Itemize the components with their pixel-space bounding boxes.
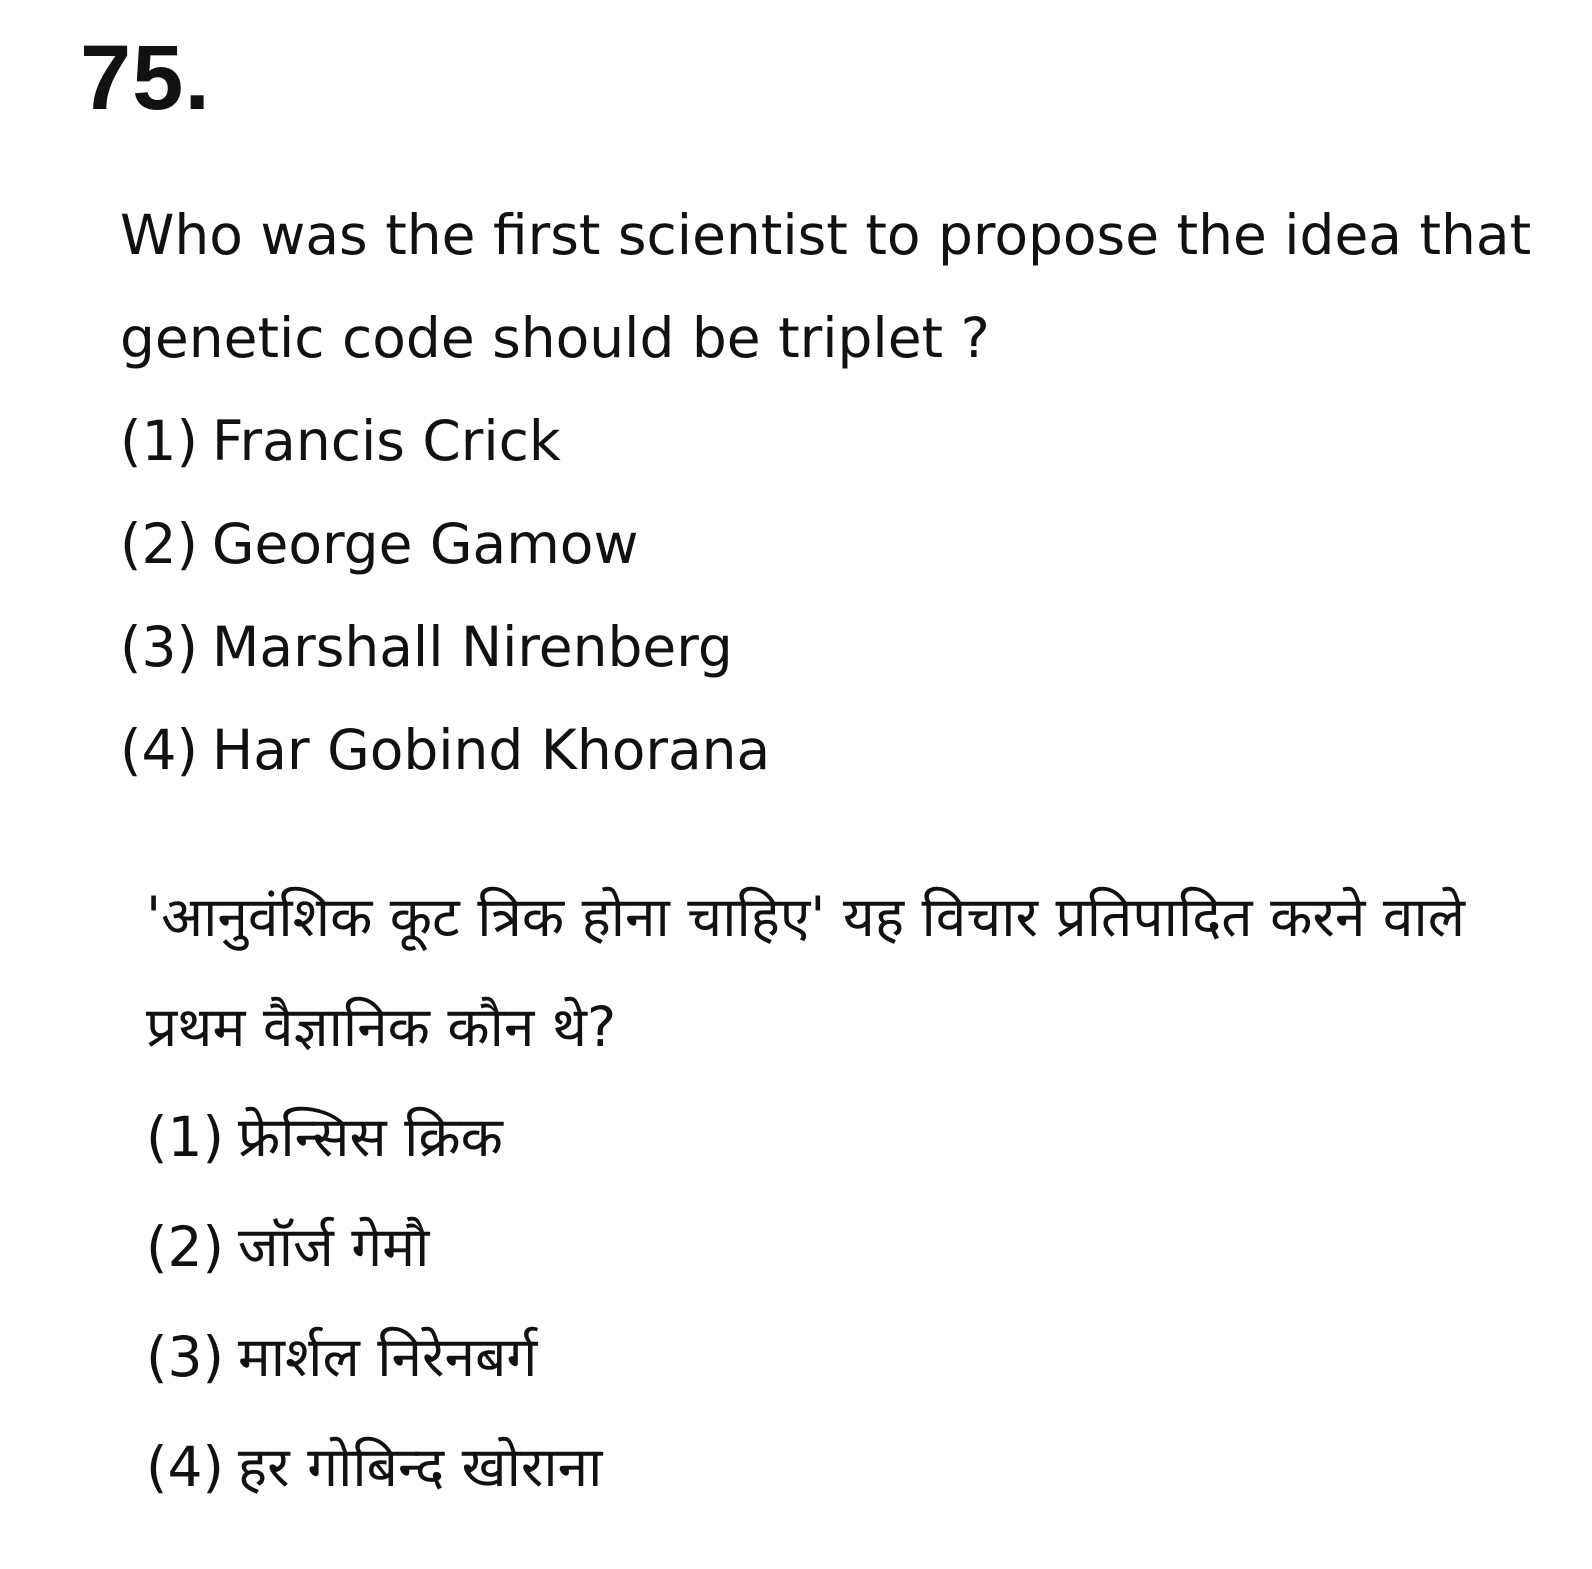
option-number: (1) [146,1105,224,1169]
option-number: (2) [146,1215,224,1279]
option-text: George Gamow [211,512,639,576]
hindi-option-2[interactable] [146,1192,1566,1302]
option-number: (4) [146,1435,224,1499]
option-text: जॉर्ज गेमौ [237,1215,430,1279]
hindi-question-stem: 'आनुवंशिक कूट त्रिक होना चाहिए' यह विचार प्रतिपादित करने वाले प्रथम वैज्ञानिक कौन थे? [146,885,1465,1059]
english-question-block [120,184,1540,802]
option-text: फ्रेन्सिस क्रिक [237,1105,503,1169]
option-text: मार्शल निरेनबर्ग [237,1325,538,1389]
option-text: Marshall Nirenberg [211,615,733,679]
hindi-option-1[interactable] [146,1082,1566,1192]
hindi-question-block [146,862,1566,1522]
option-number: (4) [120,718,198,782]
option-number: (1) [120,409,198,473]
question-number: 75. [80,27,211,129]
option-number: (3) [120,615,198,679]
english-option-1[interactable] [120,390,1540,493]
english-option-2[interactable] [120,493,1540,596]
option-text: Francis Crick [211,409,561,473]
english-option-4[interactable] [120,699,1540,802]
hindi-option-4[interactable] [146,1412,1566,1522]
option-text: हर गोबिन्द खोराना [237,1435,603,1499]
option-text: Har Gobind Khorana [211,718,771,782]
english-question-stem: Who was the first scientist to propose the idea that genetic code should be triplet ? [120,203,1532,370]
option-number: (3) [146,1325,224,1389]
option-number: (2) [120,512,198,576]
english-option-3[interactable] [120,596,1540,699]
hindi-option-3[interactable] [146,1302,1566,1412]
